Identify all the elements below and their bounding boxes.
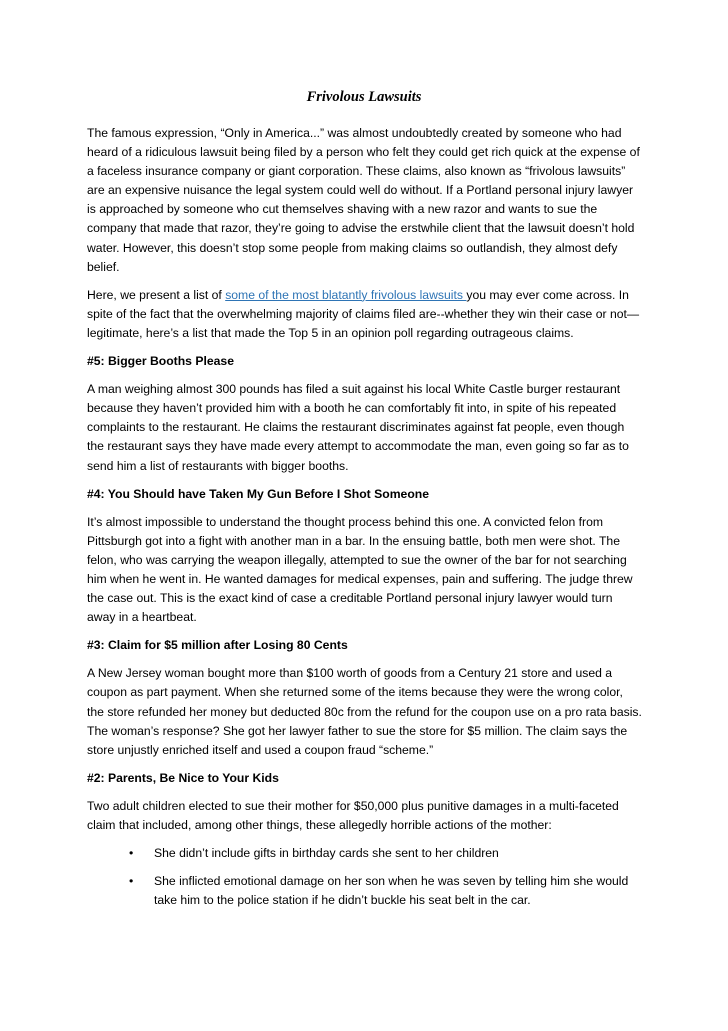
list-intro-paragraph xyxy=(87,286,643,343)
document-body xyxy=(87,124,643,919)
bullet-icon: • xyxy=(129,846,134,861)
bullet-list xyxy=(87,844,643,910)
bullet-text: She didn’t include gifts in birthday cards she sent to her children xyxy=(154,846,499,861)
bullet-icon: • xyxy=(129,874,134,889)
section-body-2: Two adult children elected to sue their mother for $50,000 plus punitive damages in a multi-faceted claim that included, among other things, these allegedly horrible actions of the mother: xyxy=(87,798,619,832)
list-intro-text-before: Here, we present a list of xyxy=(87,287,226,302)
section-body-4: It’s almost impossible to understand the thought process behind this one. A convicted felon from Pittsburgh got into a fight with another man in a bar. In the ensuing battle, both men were shot. The felon, who was carrying the weapon illegally, attempted to sue the owner of the bar for not searching him when he went in. He wanted damages for medical expenses, pain and suffering. The judge threw the case out. This is the exact kind of case a creditable Portland personal injury lawyer would turn away in a heartbeat. xyxy=(87,514,633,625)
section-heading-3: #3: Claim for $5 million after Losing 80 Cents xyxy=(87,638,348,653)
section-heading-4: #4: You Should have Taken My Gun Before I Shot Someone xyxy=(87,486,429,501)
section-heading-2: #2: Parents, Be Nice to Your Kids xyxy=(87,770,279,785)
list-intro-text-after: you may ever come across. In spite of the fact that the overwhelming majority of claims filed are--whether they win their case or not—legitimate, here’s a list that made the Top 5 in an opinion poll regarding outrageous claims. xyxy=(87,287,640,340)
bullet-item xyxy=(87,872,643,910)
intro-paragraph: The famous expression, “Only in America...” was almost undoubtedly created by someone who had heard of a ridiculous lawsuit being filed by a person who felt they could get rich quick at the expense of a faceless insurance company or giant corporation. These claims, also known as “frivolous lawsuits” are an expensive nuisance the legal system could well do without. If a Portland personal injury lawyer is approached by someone who cut themselves shaving with a new razor and wants to sue the company that made that razor, they’re going to advise the erstwhile client that the lawsuit doesn’t hold water. However, this doesn’t stop some people from making claims so outlandish, they almost defy belief. xyxy=(87,126,640,274)
frivolous-lawsuits-link[interactable]: some of the most blatantly frivolous lawsuits xyxy=(225,287,467,302)
document-title: Frivolous Lawsuits xyxy=(306,89,422,105)
bullet-text: She inflicted emotional damage on her son when he was seven by telling him she would take him to the police station if he didn’t buckle his seat belt in the car. xyxy=(154,874,629,908)
bullet-item xyxy=(87,844,643,863)
section-body-3: A New Jersey woman bought more than $100 worth of goods from a Century 21 store and used a coupon as part payment. When she returned some of the items because they were the wrong color, the store refunded her money but deducted 80c from the refund for the coupon use on a pro rata basis. The woman’s response? She got her lawyer father to sue the store for $5 million. The claim says the store unjustly enriched itself and used a coupon fraud “scheme.” xyxy=(87,666,642,757)
section-body-5: A man weighing almost 300 pounds has filed a suit against his local White Castle burger restaurant because they haven’t provided him with a booth he can comfortably fit into, in spite of his repeated complaints to the restaurant. He claims the restaurant discriminates against fat people, even though the restaurant says they have made every attempt to accommodate the man, even going so far as to send him a list of restaurants with bigger booths. xyxy=(87,382,629,473)
section-heading-5: #5: Bigger Booths Please xyxy=(87,354,234,369)
